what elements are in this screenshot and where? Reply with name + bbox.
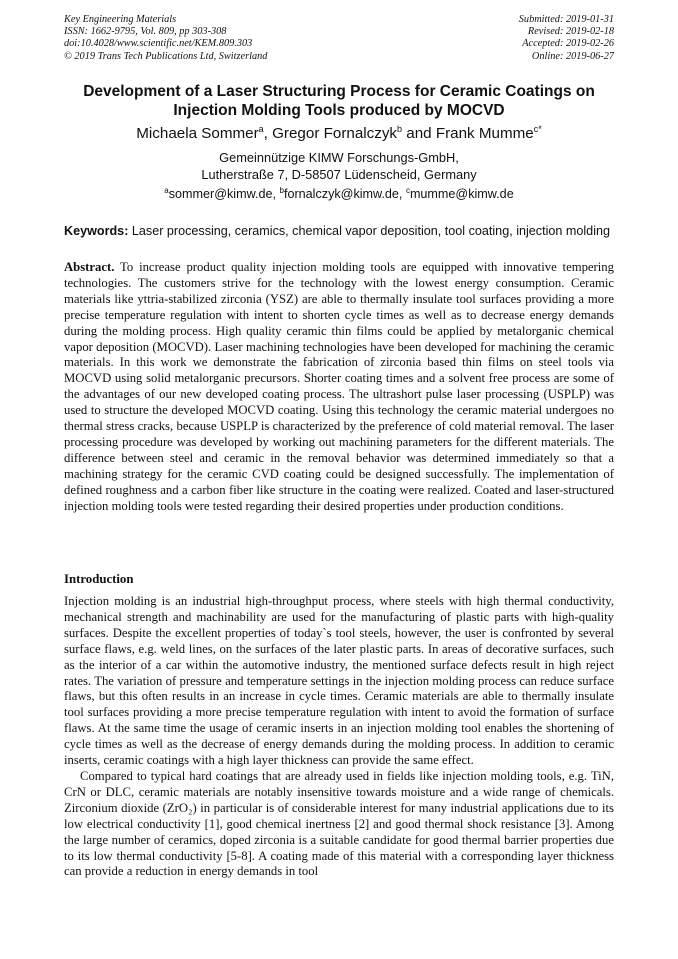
section-heading-introduction: Introduction xyxy=(64,572,134,586)
publication-dates xyxy=(519,14,614,63)
email-1-mark: a xyxy=(164,186,169,195)
author-2: Gregor Fornalczyk xyxy=(272,125,398,142)
email-3[interactable]: mumme@kimw.de xyxy=(409,187,514,201)
abstract xyxy=(64,260,614,515)
date-submitted: Submitted: 2019-01-31 xyxy=(518,14,614,25)
author-separator: , xyxy=(263,125,273,142)
introduction-body xyxy=(64,594,614,880)
date-online: Online: 2019-06-27 xyxy=(531,50,614,62)
author-list xyxy=(64,125,614,143)
abstract-label: Abstract. xyxy=(64,260,115,274)
intro-paragraph-1: Injection molding is an industrial high-throughput process, where steels with high thermal conductivity, mechanical strength and machinability are used for the manufacturing of plastic parts with high-quality surfaces. Despite the excellent properties of today`s tool steels, however, the user is confronted by several surface flaws, e.g. weld lines, on the surfaces of the later plastic parts. In areas of decorative surfaces, such as the interior of a car within the automotive industry, the mentioned surface defects result in high reject rates. The variation of pressure and temperature settings in the injection molding process can reduce surface flaws, but this often results in an increase in cycle times. Ceramic materials are able to thermally insulate tool surfaces providing a more precise temperature regulation with intent to avoid the formation of surface flaws. At the same time the usage of ceramic inserts in an injection molding tool enables the shortening of cycle times as well as the decrease of energy demands during the molding process. In addition to ceramic inserts, ceramic coatings with a high layer thickness can provide the same effect. xyxy=(64,594,614,768)
email-1[interactable]: sommer@kimw.de, xyxy=(168,187,280,201)
keywords-label: Keywords: xyxy=(64,224,129,238)
paper-title xyxy=(64,82,614,120)
author-2-affil-mark: b xyxy=(397,124,403,134)
author-emails xyxy=(64,186,614,202)
author-3: Frank Mumme xyxy=(435,125,534,142)
journal-name: Key Engineering Materials xyxy=(64,14,177,25)
author-separator: and xyxy=(402,125,436,142)
journal-info xyxy=(64,14,267,63)
email-3-mark: c xyxy=(405,186,410,195)
abstract-paragraph xyxy=(64,260,614,515)
author-3-affil-mark: c* xyxy=(533,124,542,134)
email-2[interactable]: fornalczyk@kimw.de, xyxy=(283,187,406,201)
keywords xyxy=(64,223,616,239)
date-accepted: Accepted: 2019-02-26 xyxy=(522,38,614,50)
date-revised: Revised: 2019-02-18 xyxy=(527,26,614,38)
author-1: Michaela Sommer xyxy=(136,125,259,142)
author-1-affil-mark: a xyxy=(258,124,264,134)
abstract-text: To increase product quality injection molding tools are equipped with innovative tempering technologies. The customers strive for the technology with the lowest energy consumption. Ceramic materials like yttria-stabilized zirconia (YSZ) are able to thermally insulate tool surfaces providing a more precise temperature regulation with intent to shorten cycle times as well as to decrease energy demands during the molding process. High quality ceramic thin films could be applied by metalorganic chemical vapor deposition (MOCVD). Laser machining technologies have been developed for machining the ceramic materials. In this work we demonstrate the fabrication of zirconia based thin films on steel tools via MOCVD using solid metalorganic precursors. Shorter coating times and a solvent free process are some of the advantages of our new developed coating process. The ultrashort pulse laser processing (USPLP) was used to structure the developed MOCVD coating. Using this technology the ceramic material undergoes no thermal stress cracks, because USPLP is characterized by the preference of cold material removal. The laser processing procedure was developed by working out machining parameters for the different materials. The difference between steel and ceramic in the removal behavior was determined immediately so that a machining strategy for the ceramic CVD coating could be designed successfully. The implementation of defined roughness and a carbon fiber like structure in the coating were realized. Coated and laser-structured injection molding tools were tested regarding their desired properties under production conditions. xyxy=(64,260,614,513)
title-line-1: Development of a Laser Structuring Process for Ceramic Coatings on xyxy=(83,83,595,100)
keywords-text: Laser processing, ceramics, chemical vapor deposition, tool coating, injection molding xyxy=(128,224,610,238)
journal-doi[interactable]: doi:10.4028/www.scientific.net/KEM.809.303 xyxy=(64,38,253,50)
journal-copyright: © 2019 Trans Tech Publications Ltd, Switzerland xyxy=(64,50,268,62)
affiliation xyxy=(64,150,614,183)
affiliation-line-2: Lutherstraße 7, D-58507 Lüdenscheid, Germany xyxy=(201,166,477,182)
journal-issn: ISSN: 1662-9795, Vol. 809, pp 303-308 xyxy=(64,26,227,38)
affiliation-line-1: Gemeinnützige KIMW Forschungs-GmbH, xyxy=(219,150,459,165)
email-2-mark: b xyxy=(279,186,284,195)
intro-paragraph-2: Compared to typical hard coatings that are already used in fields like injection molding tools, e.g. TiN, CrN or DLC, ceramic materials are notably insensitive towards moisture and a wide range of chemicals. Zirconium dioxide (ZrO₂) in particular is of considerable interest for many industrial applications due to its low electrical conductivity [1], good chemical inertness [2] and good thermal shock resistance [3]. Among the large number of ceramics, doped zirconia is a suitable candidate for good thermal barrier properties due to its low thermal conductivity [5-8]. A coating made of this material with a corresponding layer thickness can provide a reduction in energy demands in tool xyxy=(64,768,614,879)
title-line-2: Injection Molding Tools produced by MOCVD xyxy=(173,102,505,119)
